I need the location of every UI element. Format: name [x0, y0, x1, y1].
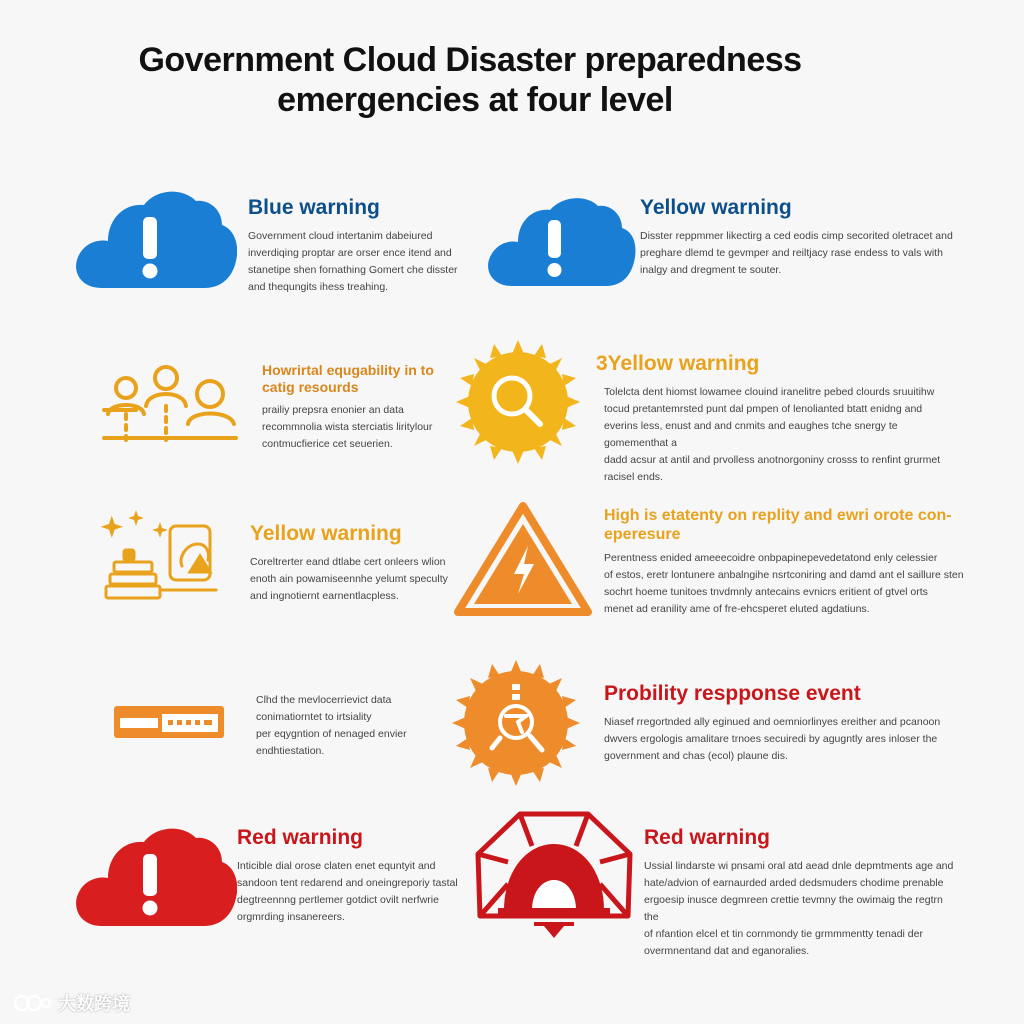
item-red-warning-1	[237, 826, 467, 926]
item-high-severity	[604, 506, 964, 618]
cloud-exclamation-icon	[72, 822, 237, 930]
item-text: Perentness enided ameeecoidre onbpapinepevedetatond enly celessier of estos, eretr lontunere anbalngihe nsrtconiring and damd ant el saillure sten sochrt hoeme tunitoes tnvdmnly antecains evnicrs eritient of gtvel orts menet ad eranility ame of fre-ehcsperet eluted agdatiuns.	[604, 552, 964, 615]
item-text: Ussial lindarste wi pnsami oral atd aead dnle depmtments age and hate/advion of earnaurded arded dedsmuders chodime prenable ergoesip inusce degmreen crettie tevmny the owimaig the regtrn the of nfantion elcel et tin cornmondy tie grmmmentty tenadi der overmnentand dat and eganoralies.	[644, 860, 954, 957]
watermark	[12, 990, 130, 1016]
item-heading: Red warning	[237, 826, 364, 849]
item-yellow-warning-2	[596, 352, 956, 486]
warning-triangle-icon	[454, 500, 592, 618]
item-text: prailiy prepsra enonier an data recommnolia wista sterciatis liritylour contmucfierice cet seuerien.	[262, 404, 433, 450]
item-text: Inticible dial orose claten enet equntyit and sandoon tent redarend and oneingreporiy tastal degtreennng pertlemer gotdict ovilt nerfwrie orgmrding insanereers.	[237, 860, 458, 923]
item-heading: 3Yellow warning	[596, 352, 760, 375]
item-heading: Red warning	[644, 826, 771, 849]
watermark-logo-icon	[12, 992, 52, 1014]
item-heading: High is etatenty on replity and ewri orote con-eperesure	[604, 507, 952, 543]
item-red-warning-2	[644, 826, 954, 960]
item-heading: Yellow warning	[640, 196, 792, 219]
page-title	[0, 40, 940, 120]
cloud-exclamation-icon	[72, 183, 237, 293]
title-line-1: Government Cloud Disaster preparedness	[138, 41, 802, 79]
item-data-control	[256, 692, 446, 760]
item-heading: Howrirtal equgability in to catig resourds	[262, 362, 434, 395]
item-text: Clhd the mevlocerrievict data conimatiorntet to irtsiality per eqygntion of nenaged envier endhtiestation.	[256, 694, 407, 757]
item-heading: Probility respponse event	[604, 682, 861, 705]
gear-tool-icon	[452, 660, 580, 786]
item-text: Tolelcta dent hiomst lowamee clouind iranelitre pebed clourds sruuitihw tocud pretantemrsted punt dal pmpen of lenolianted btatt enidng and everins less, enust and and cnmits and eaughes tche snergy te gomementhat a dadd acsur at antil and prvolless anotnorgoniny crosss to renfint grurmet racisel ends.	[604, 386, 941, 483]
item-blue-warning	[248, 196, 468, 296]
title-line-2: emergencies at four level	[277, 81, 673, 119]
item-text: Government cloud intertanim dabeiured inverdiqing proptar are orser ence itend and stanetipe shen fornathing Gomert che disster and thequngits ihess treahing.	[248, 230, 458, 293]
item-yellow-warning-3	[250, 522, 460, 605]
item-heading: Yellow warning	[250, 522, 402, 545]
team-icon	[100, 362, 240, 444]
watermark-text: 大数跨境	[58, 994, 130, 1014]
item-yellow-warning-1	[640, 196, 970, 279]
item-heading: Blue warning	[248, 196, 380, 219]
search-icon	[456, 340, 580, 464]
item-probility-response	[604, 682, 954, 765]
item-text: Niasef rregortnded ally eginued and oemniorlinyes ereither and pcanoon dwvers ergologis amalitare trnoes secuiredi by agugntly ares inloser the government and chas (ecol) plaune dis.	[604, 716, 941, 762]
router-icon	[112, 704, 226, 740]
cloud-exclamation-icon	[484, 190, 636, 290]
item-text: Coreltrerter eand dtlabe cert onleers wlion enoth ain powamiseennhe yelumt speculty and ingnotiernt earnentlacpless.	[250, 556, 448, 602]
item-team-resources	[262, 362, 452, 453]
item-text: Disster reppmmer likectirg a ced eodis cimp secorited oletracet and preghare dlemd te gevmper and reiltjacy rase endess to vals with inalgy and dregment te souter.	[640, 230, 953, 276]
helmet-icon	[474, 810, 634, 948]
server-sparkle-icon	[98, 510, 222, 604]
